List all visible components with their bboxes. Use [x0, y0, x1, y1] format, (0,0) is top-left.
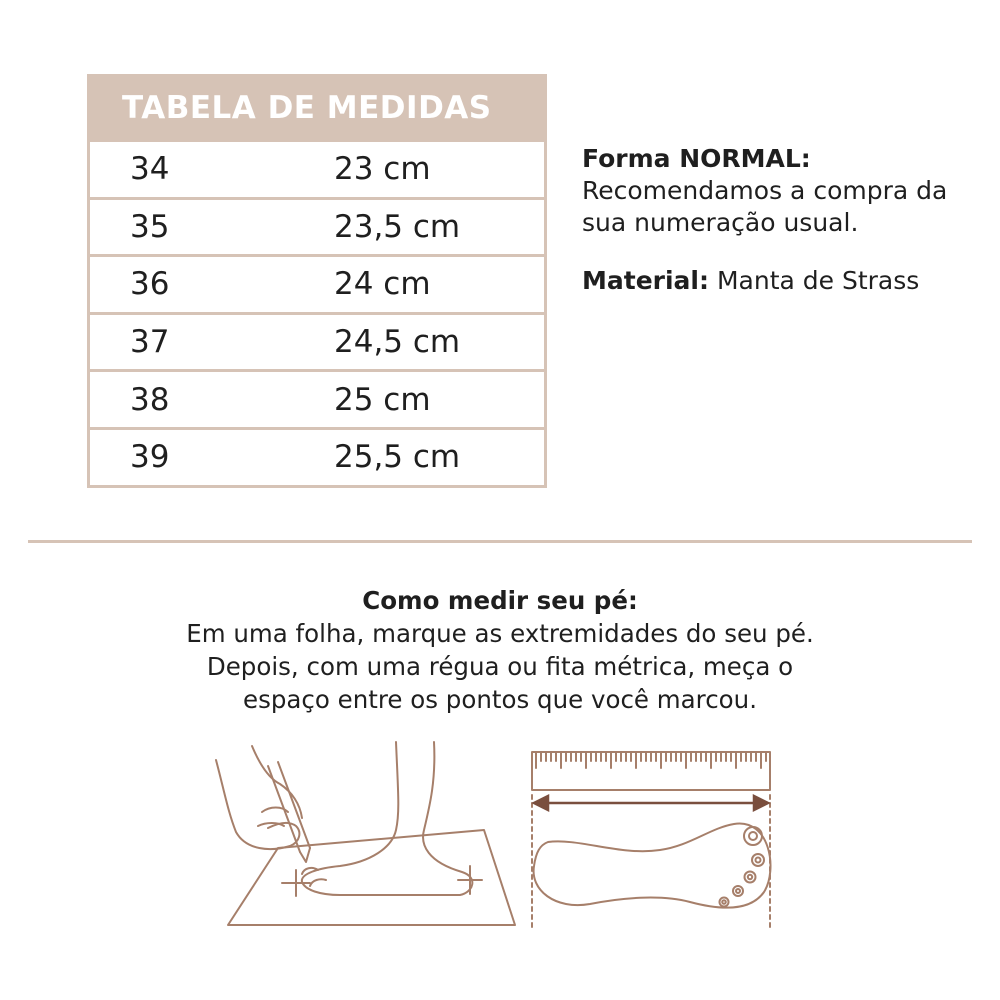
how-to-title: Como medir seu pé:	[362, 586, 638, 615]
ruler-foot-illustration	[532, 752, 771, 930]
length-cell: 24 cm	[334, 266, 431, 303]
size-table	[87, 74, 547, 488]
size-cell: 37	[130, 324, 170, 361]
table-row	[90, 369, 544, 427]
length-cell: 24,5 cm	[334, 324, 461, 361]
how-to-measure	[0, 584, 1000, 716]
measuring-illustration	[0, 735, 1000, 945]
shape-label: Forma NORMAL:	[582, 144, 811, 173]
product-info	[582, 143, 962, 323]
size-cell: 36	[130, 266, 170, 303]
table-row	[90, 139, 544, 197]
table-title: TABELA DE MEDIDAS	[90, 77, 544, 139]
table-row	[90, 197, 544, 255]
shape-text: Recomendamos a compra da sua numeração usual.	[582, 176, 948, 237]
length-cell: 25,5 cm	[334, 439, 461, 476]
length-cell: 23 cm	[334, 151, 431, 188]
ruler-ticks	[536, 752, 766, 768]
how-to-line: espaço entre os pontos que você marcou.	[243, 685, 757, 714]
size-cell: 38	[130, 381, 170, 418]
size-cell: 39	[130, 439, 170, 476]
material-info	[582, 265, 962, 297]
hand-marking-foot-illustration	[216, 742, 515, 925]
shape-info	[582, 143, 962, 239]
length-cell: 25 cm	[334, 381, 431, 418]
how-to-line: Depois, com uma régua ou fita métrica, meça o	[206, 652, 794, 681]
material-text: Manta de Strass	[716, 266, 920, 295]
measure-arrow	[534, 796, 768, 810]
material-label: Material:	[582, 266, 709, 295]
table-row	[90, 427, 544, 485]
size-cell: 35	[130, 208, 170, 245]
divider	[28, 540, 972, 543]
table-row	[90, 254, 544, 312]
how-to-line: Em uma folha, marque as extremidades do seu pé.	[186, 619, 814, 648]
table-row	[90, 312, 544, 370]
size-cell: 34	[130, 151, 170, 188]
length-cell: 23,5 cm	[334, 208, 461, 245]
